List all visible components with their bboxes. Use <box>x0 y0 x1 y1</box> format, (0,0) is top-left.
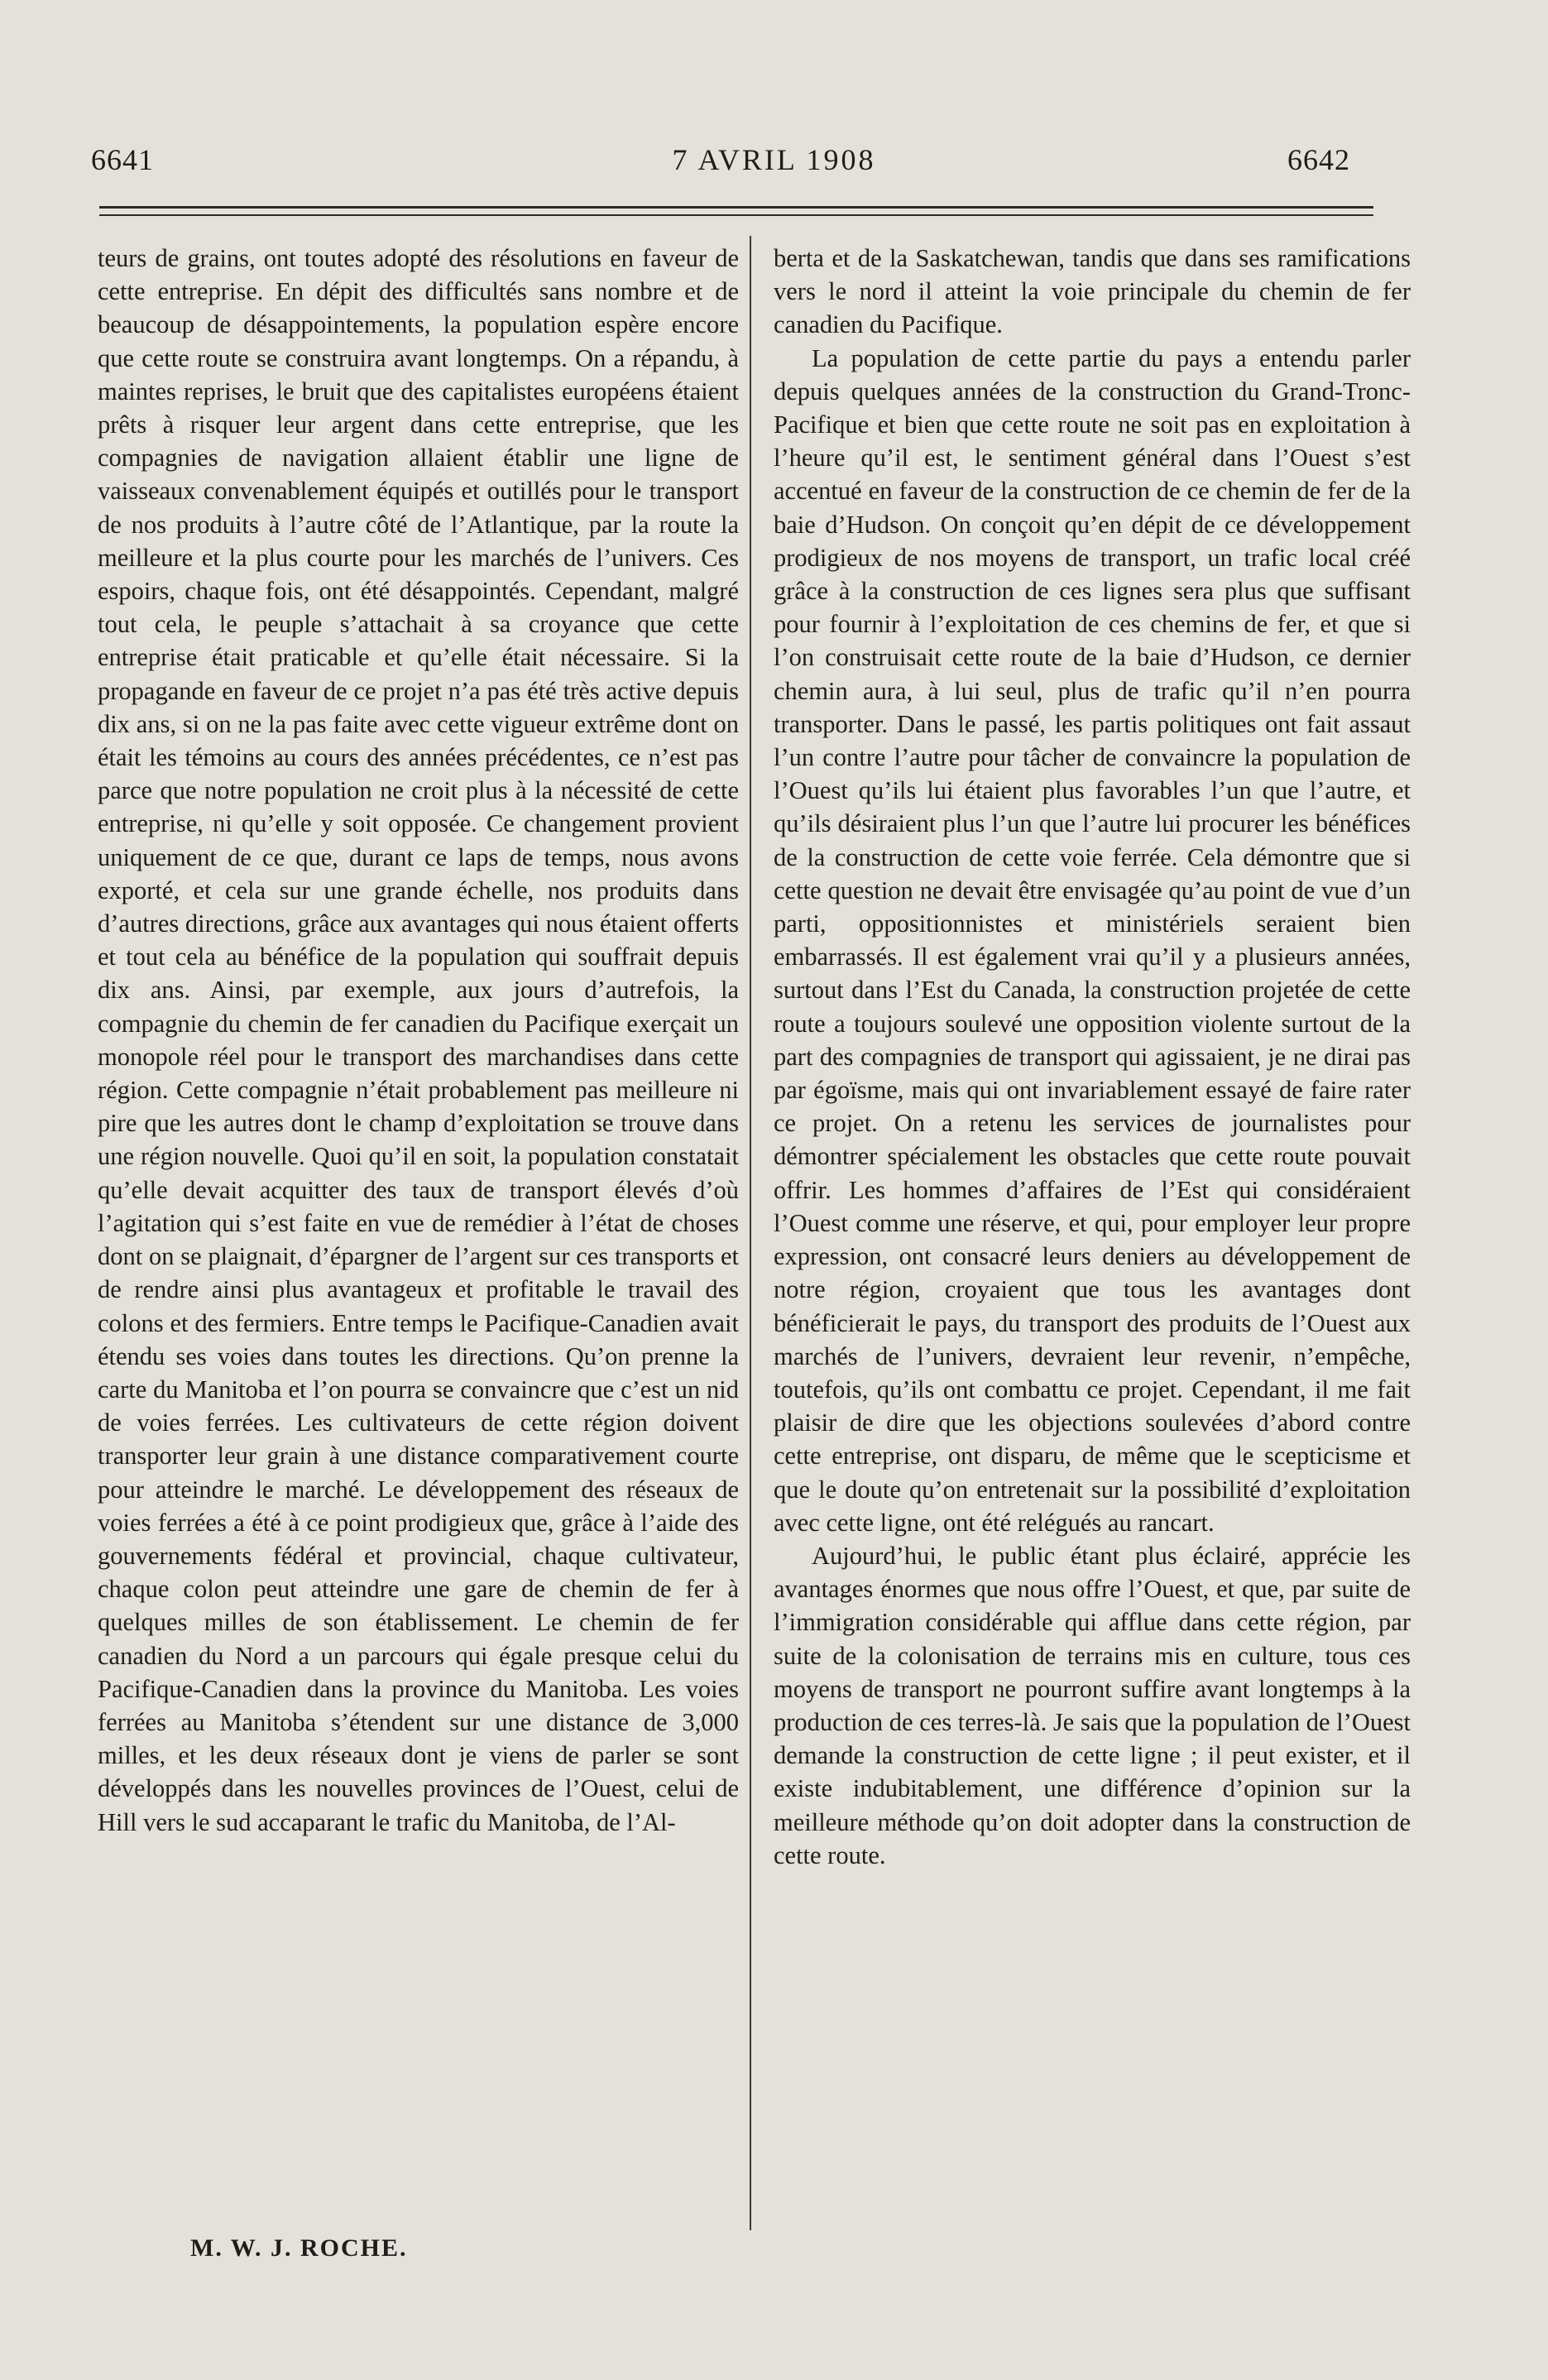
right-column <box>774 242 1411 1872</box>
page-number-left: 6641 <box>91 143 154 176</box>
right-paragraph-3: Aujourd’hui, le public étant plus éclairé, apprécie les avantages énormes que nous offre l’Ouest, et que, par suite de l’immigration considérable qui afflue dans cette région, par suite de la colonisation de terrains mis en culture, tous ces moyens de transport ne pourront suffire avant longtemps à la production de ces terres-là. Je sais que la population de l’Ouest demande la construction de cette ligne ; il peut exister, et il existe indubitablement, une différence d’opinion sur la meilleure méthode qu’on doit adopter dans la construction de cette route. <box>774 1541 1411 1869</box>
header-rule-thin <box>99 214 1373 216</box>
left-column <box>98 242 739 1839</box>
column-divider <box>750 236 751 2230</box>
speaker-signature: M. W. J. ROCHE. <box>190 2234 408 2262</box>
header-rule-thick <box>99 206 1373 209</box>
right-paragraph-1: berta et de la Saskatchewan, tandis que dans ses ramifications vers le nord il atteint la voie principale du chemin de fer canadien du Pacifique. <box>774 244 1411 339</box>
page-number-right: 6642 <box>1287 143 1350 176</box>
right-paragraph-2: La population de cette partie du pays a entendu parler depuis quelques années de la construction du Grand-Tronc-Pacifique et bien que cette route ne soit pas en exploitation à l’heure qu’il est, le sentiment général dans l’Ouest s’est accentué en faveur de la construction de ce chemin de fer de la baie d’Hudson. On conçoit qu’en dépit de ce développement prodigieux de nos moyens de transport, un trafic local créé grâce à la construction de ces lignes sera plus que suffisant pour fournir à l’exploitation de ces chemins de fer, et que si l’on construisait cette route de la baie d’Hudson, ce dernier chemin aura, à lui seul, plus de trafic qu’il n’en pourra transporter. Dans le passé, les partis politiques ont fait assaut l’un contre l’autre pour tâcher de convaincre la population de l’Ouest qu’ils lui étaient plus favorables l’un que l’autre, et qu’ils désiraient plus l’un que l’autre lui procurer les bénéfices de la construction de cette voie ferrée. Cela démontre que si cette question ne devait être envisagée qu’au point de vue d’un parti, oppositionnistes et ministériels seraient bien embarrassés. Il est également vrai qu’il y a plusieurs années, surtout dans l’Est du Canada, la construction projetée de cette route a toujours soulevé une opposition violente surtout de la part des compagnies de transport qui agissaient, je ne dirai pas par égoïsme, mais qui ont invariablement essayé de faire rater ce projet. On a retenu les services de journalistes pour démontrer spécialement les obstacles que cette route pouvait offrir. Les hommes d’affaires de l’Est qui considéraient l’Ouest comme une réserve, et qui, pour employer leur propre expression, ont consacré leurs deniers au développement de notre région, croyaient que tous les avantages dont bénéficierait le pays, du transport des produits de l’Ouest aux marchés de l’univers, devraient leur revenir, n’empêche, toutefois, qu’ils ont combattu ce projet. Cependant, il me fait plaisir de dire que les objections soulevées d’abord contre cette entreprise, ont disparu, de même que le scepticisme et que le doute qu’on entretenait sur la possibilité d’exploitation avec cette ligne, ont été relégués au rancart. <box>774 343 1411 1537</box>
page-date: 7 AVRIL 1908 <box>672 143 876 176</box>
left-paragraph-1: teurs de grains, ont toutes adopté des résolutions en faveur de cette entreprise. En dépit des difficultés sans nombre et de beaucoup de désappointements, la population espère encore que cette route se construira avant longtemps. On a répandu, à maintes reprises, le bruit que des capitalistes européens étaient prêts à risquer leur argent dans cette entreprise, que les compagnies de navigation allaient établir une ligne de vaisseaux convenablement équipés et outillés pour le transport de nos produits à l’autre côté de l’Atlantique, par la route la meilleure et la plus courte pour les marchés de l’univers. Ces espoirs, chaque fois, ont été désappointés. Cependant, malgré tout cela, le peuple s’attachait à sa croyance que cette entreprise était praticable et qu’elle était nécessaire. Si la propagande en faveur de ce projet n’a pas été très active depuis dix ans, si on ne la pas faite avec cette vigueur extrême dont on était les témoins au cours des années précédentes, ce n’est pas parce que notre population ne croit plus à la nécessité de cette entreprise, ni qu’elle y soit opposée. Ce changement provient uniquement de ce que, durant ce laps de temps, nous avons exporté, et cela sur une grande échelle, nos produits dans d’autres directions, grâce aux avantages qui nous étaient offerts et tout cela au bénéfice de la population qui souffrait depuis dix ans. Ainsi, par exemple, aux jours d’autrefois, la compagnie du chemin de fer canadien du Pacifique exerçait un monopole réel pour le transport des marchandises dans cette région. Cette compagnie n’était probablement pas meilleure ni pire que les autres dont le champ d’exploitation se trouve dans une région nouvelle. Quoi qu’il en soit, la population constatait qu’elle devait acquitter des taux de transport élevés d’où l’agitation qui s’est faite en vue de remédier à l’état de choses dont on se plaignait, d’épargner de l’argent sur ces transports et de rendre ainsi plus avantageux et profitable le travail des colons et des fermiers. Entre temps le Pacifique-Canadien avait étendu ses voies dans toutes les directions. Qu’on prenne la carte du Manitoba et l’on pourra se convaincre que c’est un nid de voies ferrées. Les cultivateurs de cette région doivent transporter leur grain à une distance comparativement courte pour atteindre le marché. Le développement des réseaux de voies ferrées a été à ce point prodigieux que, grâce à l’aide des gouvernements fédéral et provincial, chaque cultivateur, chaque colon peut atteindre une gare de chemin de fer à quelques milles de son établissement. Le chemin de fer canadien du Nord a un parcours qui égale presque celui du Pacifique-Canadien dans la province du Manitoba. Les voies ferrées au Manitoba s’étendent sur une distance de 3,000 milles, et les deux réseaux dont je viens de parler se sont développés dans les nouvelles provinces de l’Ouest, celui de Hill vers le sud accaparant le trafic du Manitoba, de l’Al- <box>98 244 739 1836</box>
